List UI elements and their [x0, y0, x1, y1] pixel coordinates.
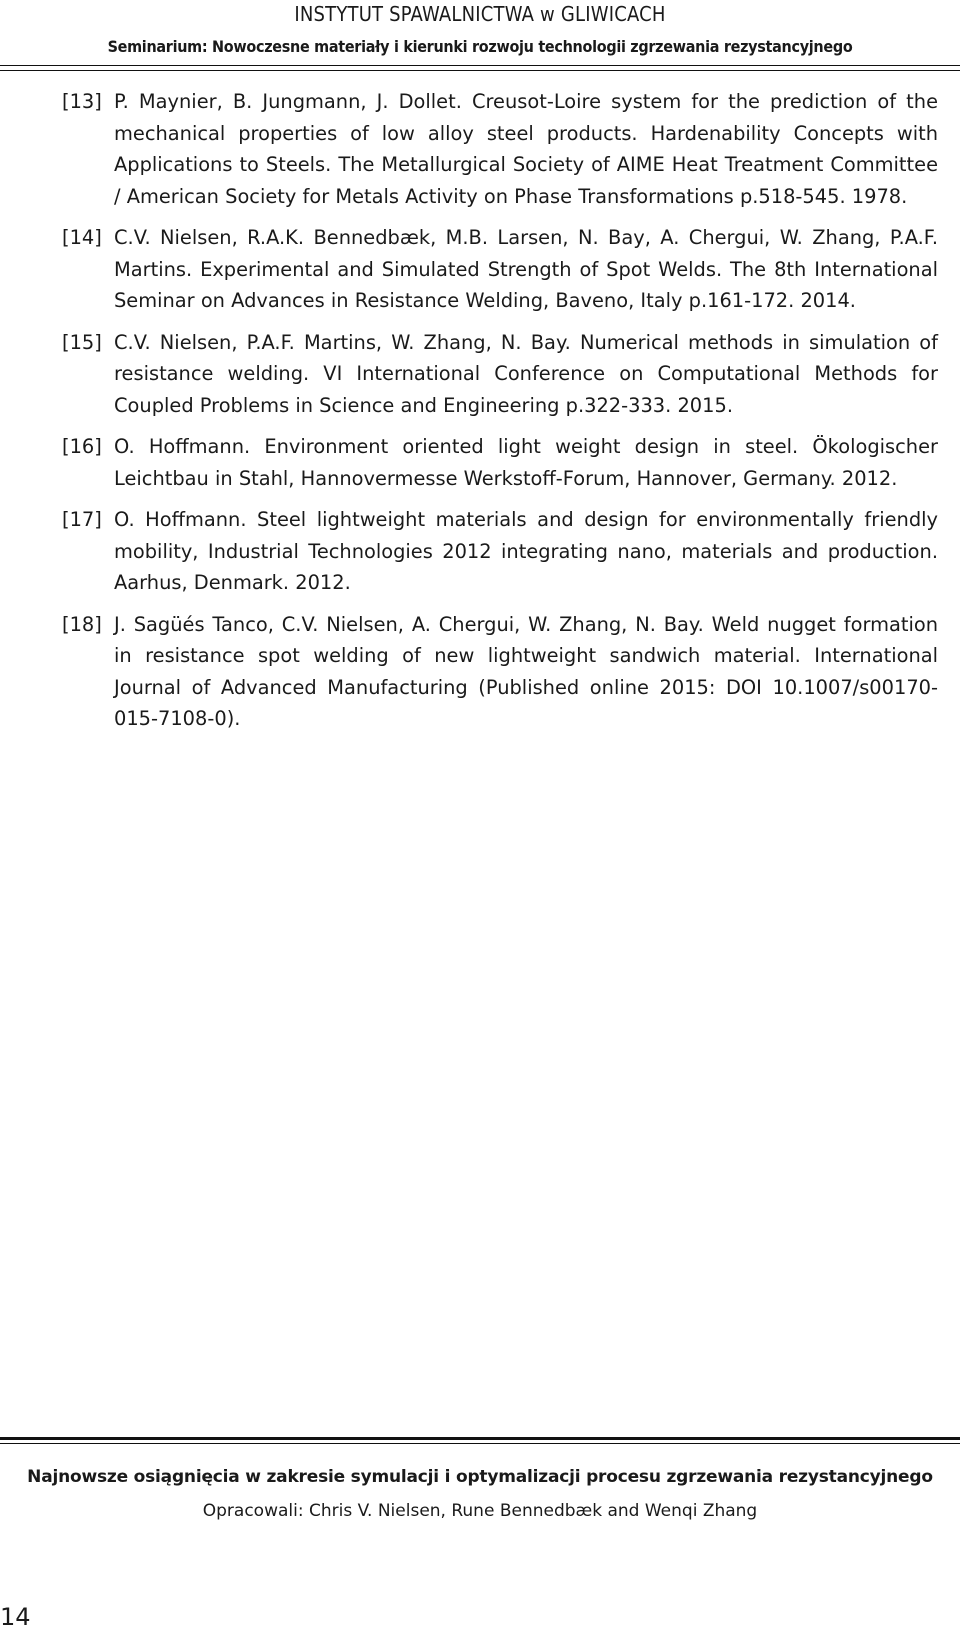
header-divider	[0, 65, 960, 71]
seminar-subtitle: Seminarium: Nowoczesne materiały i kierunki rozwoju technologii zgrzewania rezystancyjnego	[107, 37, 853, 56]
reference-number: [16]	[62, 435, 102, 458]
reference-text: C.V. Nielsen, R.A.K. Bennedbæk, M.B. Larsen, N. Bay, A. Chergui, W. Zhang, P.A.F. Martins. Experimental and Simulated Strength of Spot Welds. The 8th International Seminar on Advances in Resistance Welding, Baveno, Italy p.161-172. 2014.	[114, 226, 938, 312]
footer-divider	[0, 1437, 960, 1444]
footer-authors: Opracowali: Chris V. Nielsen, Rune Bennedbæk and Wenqi Zhang	[202, 1501, 758, 1521]
reference-number: [17]	[62, 508, 102, 531]
reference-number: [13]	[62, 90, 102, 113]
reference-text: J. Sagüés Tanco, C.V. Nielsen, A. Chergui, W. Zhang, N. Bay. Weld nugget formation in resistance spot welding of new lightweight sandwich material. International Journal of Advanced Manufacturing (Published online 2015: DOI 10.1007/s00170-015-7108-0).	[114, 612, 938, 730]
reference-item	[62, 222, 938, 317]
institute-title: INSTYTUT SPAWALNICTWA w GLIWICACH	[294, 2, 666, 26]
reference-item	[62, 327, 938, 422]
reference-text: C.V. Nielsen, P.A.F. Martins, W. Zhang, N. Bay. Numerical methods in simulation of resistance welding. VI International Conference on Computational Methods for Coupled Problems in Science and Engineering p.322-333. 2015.	[114, 330, 938, 417]
footer-title: Najnowsze osiągnięcia w zakresie symulacji i optymalizacji procesu zgrzewania rezystancyjnego	[27, 1467, 933, 1487]
page-number: 14	[0, 1603, 31, 1631]
reference-number: [15]	[62, 330, 102, 354]
reference-text: P. Maynier, B. Jungmann, J. Dollet. Creusot-Loire system for the prediction of the mechanical properties of low alloy steel products. Hardenability Concepts with Applications to Steels. The Metallurgical Society of AIME Heat Treatment Committee / American Society for Metals Activity on Phase Transformations p.518-545. 1978.	[114, 90, 938, 208]
reference-item	[62, 86, 938, 212]
reference-text: O. Hoffmann. Steel lightweight materials and design for environmentally friendly mobility, Industrial Technologies 2012 integrating nano, materials and production. Aarhus, Denmark. 2012.	[114, 508, 938, 594]
reference-item	[62, 609, 938, 735]
reference-list	[62, 86, 938, 745]
reference-text: O. Hoffmann. Environment oriented light weight design in steel. Ökologischer Leichtbau in Stahl, Hannovermesse Werkstoff-Forum, Hannover, Germany. 2012.	[114, 435, 938, 490]
reference-item	[62, 504, 938, 599]
reference-number: [18]	[62, 612, 102, 636]
reference-item	[62, 431, 938, 494]
reference-number: [14]	[62, 226, 102, 249]
